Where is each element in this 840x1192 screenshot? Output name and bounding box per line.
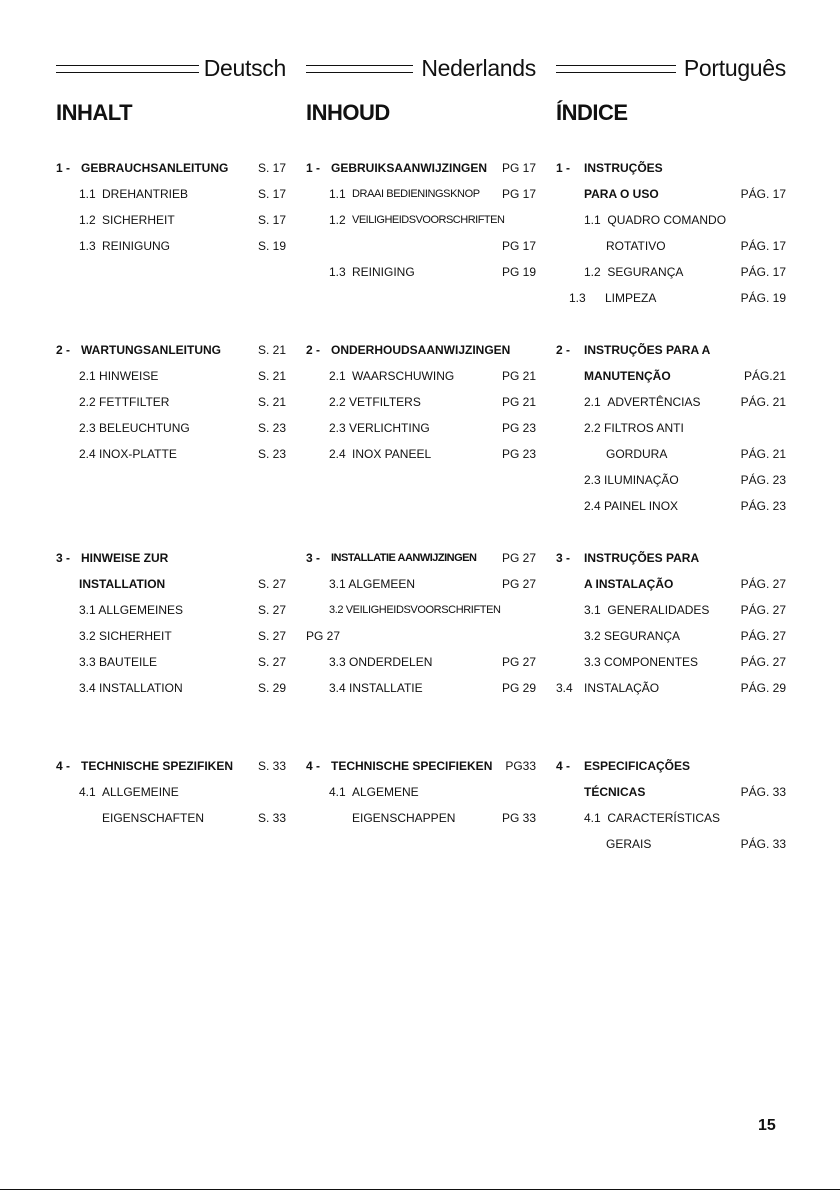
toc-entry: 2.2 FETTFILTER S. 21 (79, 395, 286, 409)
toc-chapter-cont: MANUTENÇÃO PÁG.21 (584, 369, 786, 383)
toc-chapter: 2 - ONDERHOUDSAANWIJZINGEN (306, 343, 511, 357)
toc-title: INHALT (56, 100, 133, 125)
language-header (306, 54, 536, 86)
language-header (56, 54, 286, 86)
toc-entry: 3.2 SICHERHEIT S. 27 (79, 629, 286, 643)
toc-entry-cont: GORDURA PÁG. 21 (606, 447, 786, 461)
toc-entry: 3.4 INSTALAÇÃO PÁG. 29 (556, 681, 786, 695)
toc-entry-cont: PG 27 (306, 629, 341, 643)
toc-entry: 3.2 VEILIGHEIDSVOORSCHRIFTEN (329, 604, 501, 616)
language-name: Nederlands (421, 55, 536, 81)
toc-entry: 4.1 ALLGEMEINE (79, 785, 179, 799)
language-name: Português (683, 55, 786, 81)
toc-entry: 2.4 PAINEL INOX PÁG. 23 (584, 499, 786, 513)
toc-chapter: 1 - GEBRAUCHSANLEITUNG S. 17 (56, 161, 286, 175)
toc-entry-cont: PG 17 (501, 239, 536, 253)
toc-entry: 3.4 INSTALLATIE PG 29 (329, 681, 536, 695)
toc-entry: 3.2 SEGURANÇA PÁG. 27 (584, 629, 786, 643)
toc-title: ÍNDICE (556, 100, 628, 125)
toc-entry: 1.2 SICHERHEIT S. 17 (79, 213, 286, 227)
toc-entry: 2.1 WAARSCHUWING PG 21 (329, 369, 536, 383)
toc-entry: 1.3 REINIGING PG 19 (329, 265, 536, 279)
double-rule (56, 65, 199, 73)
toc-chapter: 4 - TECHNISCHE SPECIFIEKEN PG33 (306, 759, 536, 773)
toc-chapter-cont: A INSTALAÇÃO PÁG. 27 (584, 577, 786, 591)
toc-entry: 1.3 REINIGUNG S. 19 (79, 239, 286, 253)
page-bottom-rule (0, 1189, 840, 1190)
toc-chapter: 4 - TECHNISCHE SPEZIFIKEN S. 33 (56, 759, 286, 773)
toc-entry-cont: EIGENSCHAFTEN S. 33 (102, 811, 286, 825)
toc-chapter: 2 - WARTUNGSANLEITUNG S. 21 (56, 343, 286, 357)
toc-chapter-cont: INSTALLATION S. 27 (79, 577, 286, 591)
toc-chapter: 2 - INSTRUÇÕES PARA A (556, 343, 711, 357)
toc-entry: 2.1 HINWEISE S. 21 (79, 369, 286, 383)
toc-entry: 2.2 VETFILTERS PG 21 (329, 395, 536, 409)
toc-entry: 2.4 INOX-PLATTE S. 23 (79, 447, 286, 461)
toc-entry: 1.1 QUADRO COMANDO (584, 213, 727, 227)
toc-entry: 1.2 VEILIGHEIDSVOORSCHRIFTEN (329, 213, 505, 227)
toc-chapter: 4 - ESPECIFICAÇÕES (556, 759, 691, 773)
language-header (556, 54, 786, 86)
toc-chapter: 1 - INSTRUÇÕES (556, 161, 663, 175)
toc-entry: 3.1 ALLGEMEINES S. 27 (79, 603, 286, 617)
toc-chapter: 3 - HINWEISE ZUR (56, 551, 169, 565)
toc-entry: 1.2 SEGURANÇA PÁG. 17 (584, 265, 786, 279)
toc-entry: 1.1 DREHANTRIEB S. 17 (79, 187, 286, 201)
toc-entry: 4.1 ALGEMENE (329, 785, 419, 799)
toc-entry-cont: GERAIS PÁG. 33 (606, 837, 786, 851)
toc-title: INHOUD (306, 100, 390, 125)
language-name: Deutsch (203, 55, 286, 81)
toc-entry: 2.1 ADVERTÊNCIAS PÁG. 21 (584, 395, 786, 409)
toc-entry: 2.4 INOX PANEEL PG 23 (329, 447, 536, 461)
toc-entry: 3.1 GENERALIDADES PÁG. 27 (584, 603, 786, 617)
toc-entry: 3.3 BAUTEILE S. 27 (79, 655, 286, 669)
double-rule (306, 65, 413, 73)
toc-entry: 1.1 DRAAI BEDIENINGSKNOP PG 17 (329, 187, 536, 201)
toc-chapter: 3 - INSTALLATIE AANWIJZINGEN PG 27 (306, 551, 536, 565)
toc-chapter-cont: TÉCNICAS PÁG. 33 (584, 785, 786, 799)
toc-entry: 2.3 VERLICHTING PG 23 (329, 421, 536, 435)
toc-chapter: 1 - GEBRUIKSAANWIJZINGEN PG 17 (306, 161, 536, 175)
toc-entry-cont: EIGENSCHAPPEN PG 33 (352, 811, 536, 825)
toc-chapter: 3 - INSTRUÇÕES PARA (556, 551, 700, 565)
toc-entry: 2.3 ILUMINAÇÃO PÁG. 23 (584, 473, 786, 487)
toc-entry: 3.3 COMPONENTES PÁG. 27 (584, 655, 786, 669)
toc-entry: 2.2 FILTROS ANTI (584, 421, 684, 435)
toc-entry: 1.3 LIMPEZA PÁG. 19 (569, 291, 786, 305)
toc-entry: 2.3 BELEUCHTUNG S. 23 (79, 421, 286, 435)
toc-entry: 3.4 INSTALLATION S. 29 (79, 681, 286, 695)
page-number: 15 (758, 1117, 776, 1134)
toc-chapter-cont: PARA O USO PÁG. 17 (584, 187, 786, 201)
toc-entry: 4.1 CARACTERÍSTICAS (584, 811, 721, 825)
toc-entry: 3.1 ALGEMEEN PG 27 (329, 577, 536, 591)
double-rule (556, 65, 676, 73)
toc-entry: 3.3 ONDERDELEN PG 27 (329, 655, 536, 669)
toc-entry-cont: ROTATIVO PÁG. 17 (606, 239, 786, 253)
